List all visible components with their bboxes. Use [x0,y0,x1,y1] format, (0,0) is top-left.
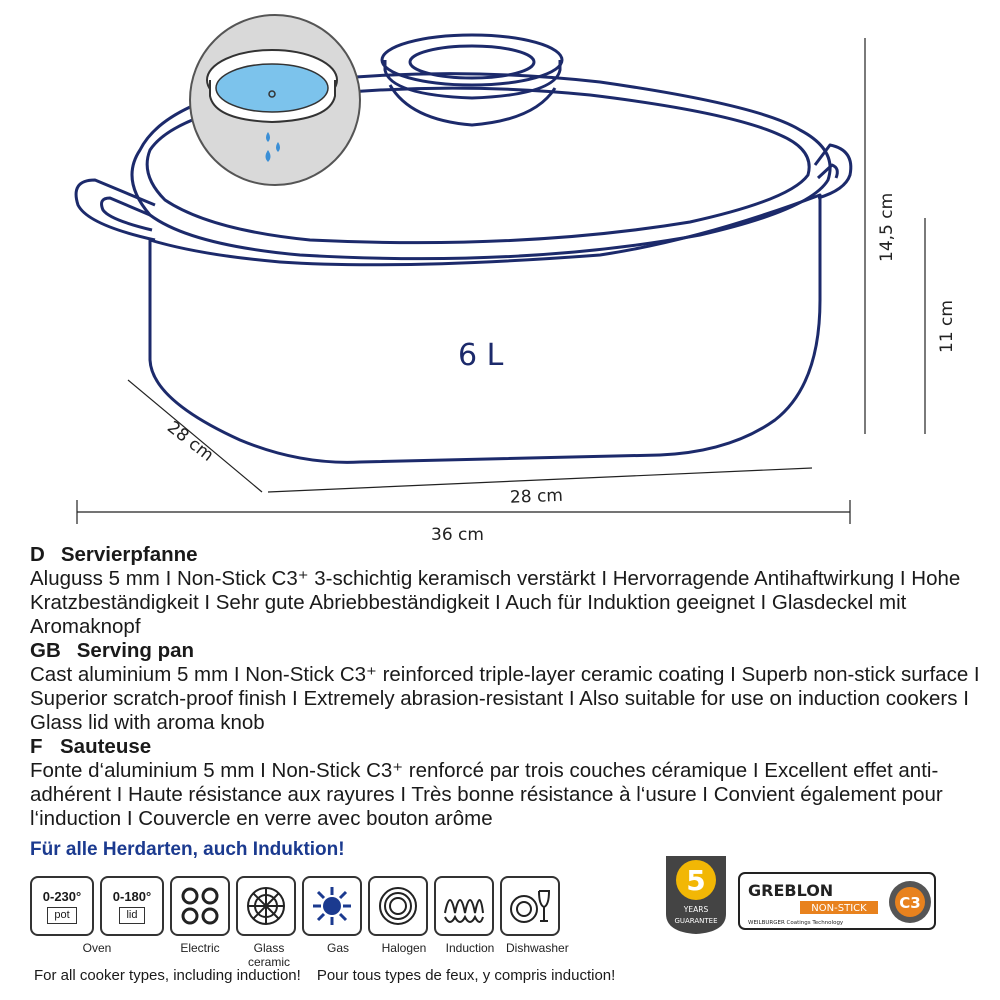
oven-lid-temp: 0-180° [112,888,152,904]
total-height-label: 14,5 cm [877,192,897,262]
guarantee-badge [662,852,730,936]
lang-code: F [30,735,43,758]
greblon-brand: GREBLON [748,881,834,900]
cooker-icon-labels [30,941,569,969]
tagline: Für alle Herdarten, auch Induktion! [30,839,345,860]
pot-body [150,195,820,462]
gas-icon [302,876,362,936]
guarantee-line2: GUARANTEE [674,917,718,925]
footer-fr: Pour tous types de feux, y compris induction! [316,967,616,984]
section-title: Sauteuse [60,735,152,758]
body-height-label: 11 cm [937,300,957,353]
icon-label-glass-ceramic: Glass ceramic [247,941,290,969]
footer-en: For all cooker types, including induction! [34,967,301,984]
section-body-gb: Cast aluminium 5 mm I Non-Stick C3⁺ reinforced triple-layer ceramic coating I Superb non-stick surface I Superior scratch-proof finish I Extremely abrasion-resistant I Also suitable for use on induction cookers I Glass lid with aroma knob [30,663,980,734]
electric-icon [170,876,230,936]
glass-ceramic-icon [236,876,296,936]
footer [34,967,615,984]
lang-code: GB [30,639,61,662]
description-block [30,543,980,831]
capacity-label: 6 L [458,338,504,373]
icon-label-halogen: Halogen [381,941,427,955]
guarantee-number: 5 [686,864,706,897]
greblon-maker: WEILBURGER Coatings Technology [748,920,844,926]
section-body-f: Fonte d‘aluminium 5 mm I Non-Stick C3⁺ renforcé par trois couches céramique I Excellent effet anti-adhérent I Haute résistance aux rayures I Très bonne résistance à l‘usure I Convient également pour l‘induction I Couvercle en verre avec bouton arôme [30,759,943,830]
icon-label-oven: Oven [82,941,112,955]
section-heading-f [30,735,980,759]
greblon-sub: NON-STICK [811,903,867,914]
section-heading-de [30,543,980,567]
section-body-de: Aluguss 5 mm I Non-Stick C3⁺ 3-schichtig keramisch verstärkt I Hervorragende Antihaftwirkung I Hohe Kratzbeständigkeit I Sehr gute Abriebbeständigkeit I Auch für Induktion geeignet I Glasdeckel mit Aromaknopf [30,567,961,638]
oven-lid-label: lid [119,907,144,924]
oven-pot-temp: 0-230° [42,888,82,904]
icon-label-gas: Gas [326,941,349,955]
guarantee-line1: YEARS [683,905,709,914]
base-width-label: 28 cm [509,485,564,508]
aroma-knob-detail [190,15,360,185]
greblon-grade: C3 [899,894,921,912]
left-handle [76,180,155,240]
section-title: Serving pan [76,639,195,662]
cooker-icons [30,876,560,936]
section-title: Servierpfanne [60,543,198,566]
section-heading-gb [30,639,980,663]
total-width-label: 36 cm [431,525,484,545]
greblon-logo [738,872,936,930]
dishwasher-icon [500,876,560,936]
icon-label-dishwasher: Dishwasher [506,941,569,955]
halogen-icon [368,876,428,936]
oven-pot-icon [30,876,94,936]
lang-code: D [30,543,45,566]
induction-icon [434,876,494,936]
icon-label-electric: Electric [180,941,220,955]
depth-label: 28 cm [163,417,218,466]
icon-label-induction: Induction [445,941,495,955]
oven-lid-icon [100,876,164,936]
oven-pot-label: pot [47,907,76,924]
